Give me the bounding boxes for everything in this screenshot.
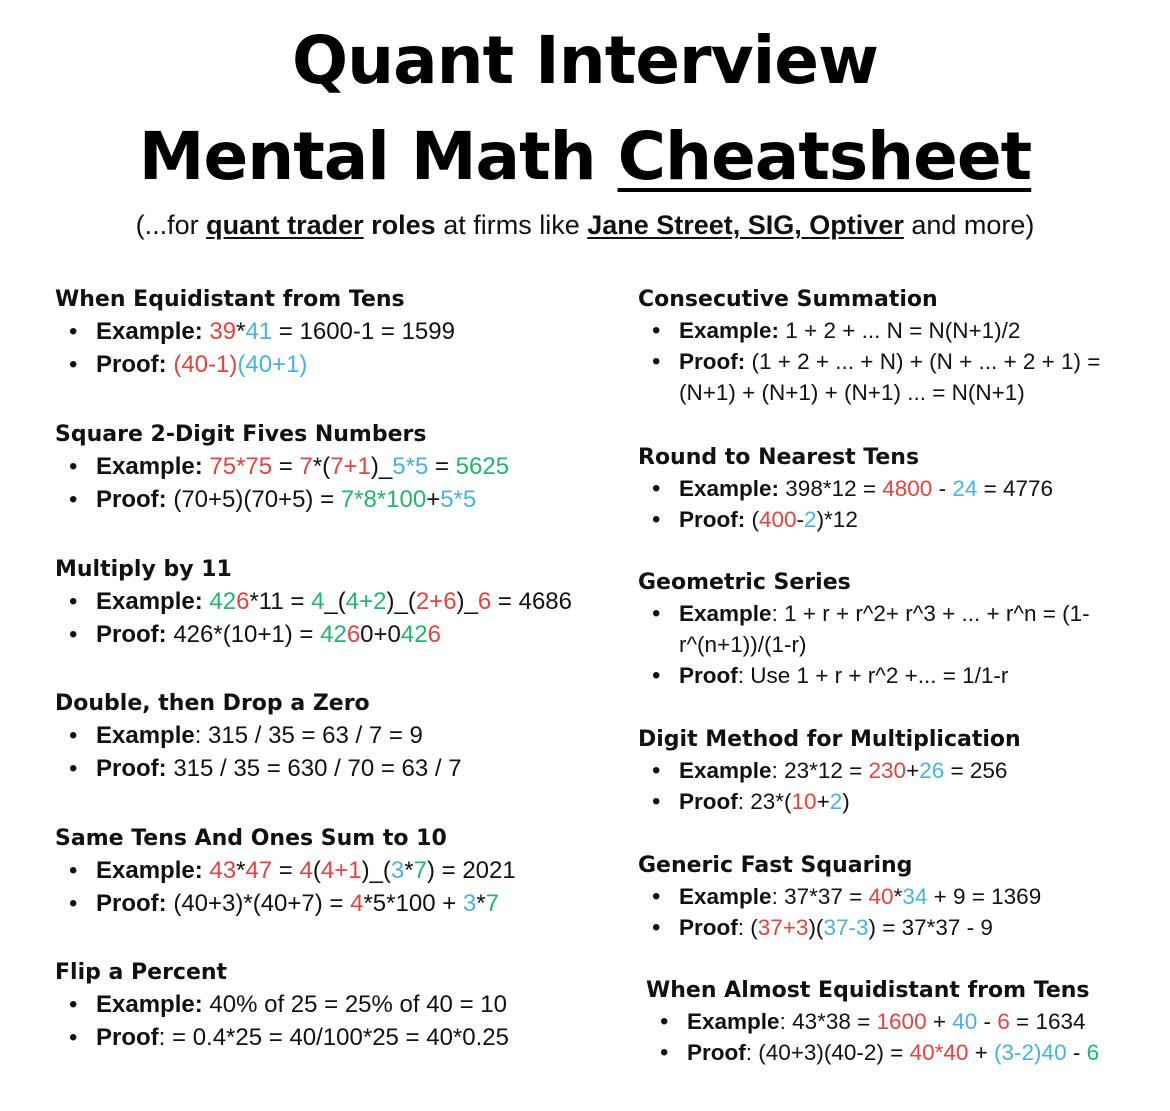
formula-segment: 7 [413, 857, 427, 884]
section-title: Flip a Percent [55, 960, 228, 985]
section-bullets [638, 755, 1158, 817]
proof-line [55, 1021, 615, 1054]
formula-segment: : Use 1 + r + r^2 +... = 1/1-r [737, 663, 1009, 688]
formula-segment: 5*5 [440, 486, 477, 513]
formula-segment: * [236, 857, 246, 884]
example-line [646, 1006, 1166, 1037]
example-label: Example: [679, 318, 780, 343]
formula-segment: 39 [209, 318, 237, 345]
formula-segment: 24 [952, 476, 978, 501]
formula-segment: (3-2)40 [994, 1040, 1067, 1065]
example-line [55, 854, 615, 887]
formula-segment: = 1634 [1009, 1009, 1086, 1034]
section-title: Multiply by 11 [55, 557, 232, 582]
section [638, 725, 1158, 817]
formula-segment: 4+1 [320, 857, 362, 884]
example-label: Example [96, 722, 195, 749]
section-bullets [638, 598, 1158, 691]
section [55, 285, 615, 381]
formula-segment: 7 [485, 890, 499, 917]
formula-segment: = 4686 [491, 588, 572, 615]
subtitle-part1: (...for [135, 210, 207, 240]
section [638, 851, 1158, 943]
formula-segment: - [1066, 1040, 1087, 1065]
formula-segment: (1 + 2 + ... + N) + (N + ... + 2 + 1) = (N+1) + (N+1) + (N+1) ... = N(N+1) [679, 349, 1101, 405]
section [638, 568, 1158, 691]
section-title: Round to Nearest Tens [638, 445, 920, 470]
section-title: Consecutive Summation [638, 287, 938, 312]
formula-segment: 2+6 [415, 588, 457, 615]
proof-line [638, 786, 1158, 817]
proof-label: Proof: [96, 890, 167, 917]
section-bullets [55, 854, 615, 920]
example-line [638, 315, 1158, 346]
example-label: Example: [96, 857, 203, 884]
formula-segment: *5*100 + [363, 890, 463, 917]
section-bullets [55, 719, 615, 785]
formula-segment: 43 [209, 857, 237, 884]
formula-segment: 4+2 [345, 588, 387, 615]
formula-segment: : = 0.4*25 = 40/100*25 = 40*0.25 [158, 1024, 509, 1051]
formula-segment: 5*5 [392, 453, 429, 480]
formula-segment: * [893, 884, 903, 909]
formula-segment: 1600 [876, 1009, 927, 1034]
formula-segment: 6 [346, 621, 361, 648]
example-label: Example: [96, 588, 203, 615]
formula-segment: 7+1 [330, 453, 371, 480]
formula-segment: )( [808, 915, 824, 940]
formula-segment: 42 [320, 621, 347, 648]
formula-segment: : 37*37 = [771, 884, 869, 909]
formula-segment: )_ [456, 588, 478, 615]
example-label: Example [679, 601, 772, 626]
section-bullets [638, 473, 1158, 535]
proof-label: Proof: [96, 351, 167, 378]
formula-segment: (40+1) [237, 351, 308, 378]
formula-segment: - [796, 507, 805, 532]
formula-segment: * [236, 318, 246, 345]
formula-segment: - [977, 1009, 998, 1034]
proof-line [55, 887, 615, 920]
formula-segment: 42 [400, 621, 428, 648]
formula-segment: 6 [477, 588, 492, 615]
formula-segment: = [272, 453, 300, 480]
section-title: Square 2-Digit Fives Numbers [55, 422, 427, 447]
proof-label: Proof [679, 663, 738, 688]
proof-label: Proof [687, 1040, 746, 1065]
formula-segment: 1 + 2 + ... N = N(N+1)/2 [779, 318, 1021, 343]
formula-segment: 26 [919, 758, 945, 783]
formula-segment: 6 [997, 1009, 1010, 1034]
title-cheatsheet-underlined: Cheatsheet [617, 118, 1032, 195]
proof-line [638, 912, 1158, 943]
formula-segment: * [404, 857, 414, 884]
formula-segment: )_( [386, 588, 416, 615]
formula-segment: ) [842, 789, 850, 814]
subtitle-part6: and more) [903, 210, 1035, 240]
proof-label: Proof [96, 1024, 159, 1051]
section-title: Generic Fast Squaring [638, 853, 913, 878]
formula-segment: : ( [737, 915, 758, 940]
formula-segment: 7*8*100 [340, 486, 427, 513]
example-label: Example [687, 1009, 780, 1034]
section [55, 555, 615, 651]
formula-segment: 10 [791, 789, 817, 814]
example-line [638, 755, 1158, 786]
formula-segment: 75*75 [209, 453, 273, 480]
proof-line [638, 660, 1158, 691]
formula-segment: 230 [868, 758, 907, 783]
example-label: Example: [96, 318, 203, 345]
formula-segment: : 315 / 35 = 63 / 7 = 9 [194, 722, 423, 749]
proof-line [55, 348, 615, 381]
proof-label: Proof [679, 789, 738, 814]
subtitle [0, 210, 1170, 241]
formula-segment: 41 [245, 318, 273, 345]
formula-segment: 5625 [455, 453, 510, 480]
section-title: When Equidistant from Tens [55, 287, 405, 312]
formula-segment: + [926, 1009, 953, 1034]
formula-segment: *11 = [249, 588, 312, 615]
formula-segment: = [428, 453, 456, 480]
example-line [638, 881, 1158, 912]
formula-segment: : 23*( [737, 789, 792, 814]
formula-segment: 2 [804, 507, 817, 532]
section-bullets [55, 585, 615, 651]
section-bullets [646, 1006, 1166, 1068]
formula-segment: 4 [299, 857, 313, 884]
example-line [638, 598, 1158, 660]
formula-segment: = 1600-1 = 1599 [272, 318, 455, 345]
title-line-2 [0, 118, 1170, 195]
proof-line [55, 618, 615, 651]
subtitle-quant-trader: quant trader [206, 210, 364, 240]
example-label: Example: [679, 476, 780, 501]
formula-segment: )_ [370, 453, 393, 480]
section [55, 824, 615, 920]
proof-label: Proof [679, 915, 738, 940]
formula-segment: : 1 + r + r^2+ r^3 + ... + r^n = (1-r^(n+1))/(1-r) [679, 601, 1090, 657]
formula-segment: 315 / 35 = 630 / 70 = 63 / 7 [166, 755, 462, 782]
formula-segment: 4 [350, 890, 364, 917]
section [55, 958, 615, 1054]
example-line [55, 719, 615, 752]
section-bullets [55, 450, 615, 516]
formula-segment: ( [312, 857, 321, 884]
subtitle-part4: at firms like [435, 210, 588, 240]
example-label: Example: [96, 991, 203, 1018]
formula-segment: 40% of 25 = 25% of 40 = 10 [202, 991, 507, 1018]
title-line-2-prefix: Mental Math [138, 118, 618, 195]
formula-segment: 398*12 = [779, 476, 883, 501]
proof-label: Proof: [96, 486, 167, 513]
formula-segment: *( [312, 453, 331, 480]
proof-line [55, 752, 615, 785]
formula-segment: : (40+3)(40-2) = [745, 1040, 910, 1065]
section [638, 285, 1158, 408]
formula-segment: 6 [427, 621, 441, 648]
section-title: Same Tens And Ones Sum to 10 [55, 826, 447, 851]
formula-segment: ) = 2021 [426, 857, 516, 884]
formula-segment: 4800 [882, 476, 933, 501]
section [646, 976, 1166, 1068]
example-line [638, 473, 1158, 504]
formula-segment: : 43*38 = [779, 1009, 877, 1034]
proof-label: Proof: [679, 349, 746, 374]
section-bullets [55, 988, 615, 1054]
formula-segment: = 256 [944, 758, 1008, 783]
formula-segment: + [968, 1040, 995, 1065]
formula-segment: _( [324, 588, 346, 615]
formula-segment: 6 [236, 588, 250, 615]
formula-segment: 40 [952, 1009, 978, 1034]
section-title: Geometric Series [638, 570, 851, 595]
proof-line [646, 1037, 1166, 1068]
formula-segment: (40-1) [173, 351, 238, 378]
section [638, 443, 1158, 535]
formula-segment: 3 [390, 857, 405, 884]
section-title: When Almost Equidistant from Tens [646, 978, 1090, 1003]
formula-segment: * [476, 890, 486, 917]
formula-segment: 3 [462, 890, 477, 917]
formula-segment: + [906, 758, 920, 783]
section-bullets [55, 315, 615, 381]
formula-segment: )_( [361, 857, 391, 884]
formula-segment: 34 [902, 884, 928, 909]
section-bullets [638, 315, 1158, 408]
formula-segment: 37+3 [757, 915, 809, 940]
formula-segment: + 9 = 1369 [927, 884, 1042, 909]
subtitle-firms: Jane Street, SIG, Optiver [587, 210, 904, 240]
example-label: Example [679, 884, 772, 909]
formula-segment: - [932, 476, 953, 501]
formula-segment: 40*40 [909, 1040, 969, 1065]
formula-segment: = [272, 857, 300, 884]
proof-label: Proof: [679, 507, 746, 532]
formula-segment: 400 [759, 507, 797, 532]
formula-segment: 7 [299, 453, 313, 480]
formula-segment: 42 [209, 588, 237, 615]
proof-line [638, 346, 1158, 408]
section-title: Double, then Drop a Zero [55, 691, 370, 716]
formula-segment: = 4776 [977, 476, 1054, 501]
proof-label: Proof: [96, 755, 167, 782]
formula-segment: + [426, 486, 441, 513]
example-line [55, 988, 615, 1021]
formula-segment: 0+0 [360, 621, 401, 648]
example-line [55, 450, 615, 483]
section [55, 689, 615, 785]
example-label: Example [679, 758, 772, 783]
proof-line [638, 504, 1158, 535]
formula-segment: 426*(10+1) = [166, 621, 321, 648]
section-bullets [638, 881, 1158, 943]
example-label: Example: [96, 453, 203, 480]
proof-label: Proof: [96, 621, 167, 648]
formula-segment: 47 [245, 857, 273, 884]
formula-segment: 37-3 [823, 915, 869, 940]
section-title: Digit Method for Multiplication [638, 727, 1021, 752]
formula-segment: (70+5)(70+5) = [166, 486, 341, 513]
formula-segment: 2 [829, 789, 843, 814]
formula-segment: 4 [311, 588, 325, 615]
formula-segment: : 23*12 = [771, 758, 869, 783]
formula-segment: (40+3)*(40+7) = [166, 890, 351, 917]
proof-line [55, 483, 615, 516]
formula-segment: + [816, 789, 830, 814]
formula-segment: 40 [868, 884, 894, 909]
example-line [55, 315, 615, 348]
section [55, 420, 615, 516]
formula-segment: 6 [1086, 1040, 1100, 1065]
formula-segment: ) = 37*37 - 9 [868, 915, 993, 940]
formula-segment: )*12 [816, 507, 858, 532]
formula-segment: ( [745, 507, 759, 532]
example-line [55, 585, 615, 618]
title-line-1: Quant Interview [292, 22, 878, 99]
subtitle-roles: roles [363, 210, 436, 240]
